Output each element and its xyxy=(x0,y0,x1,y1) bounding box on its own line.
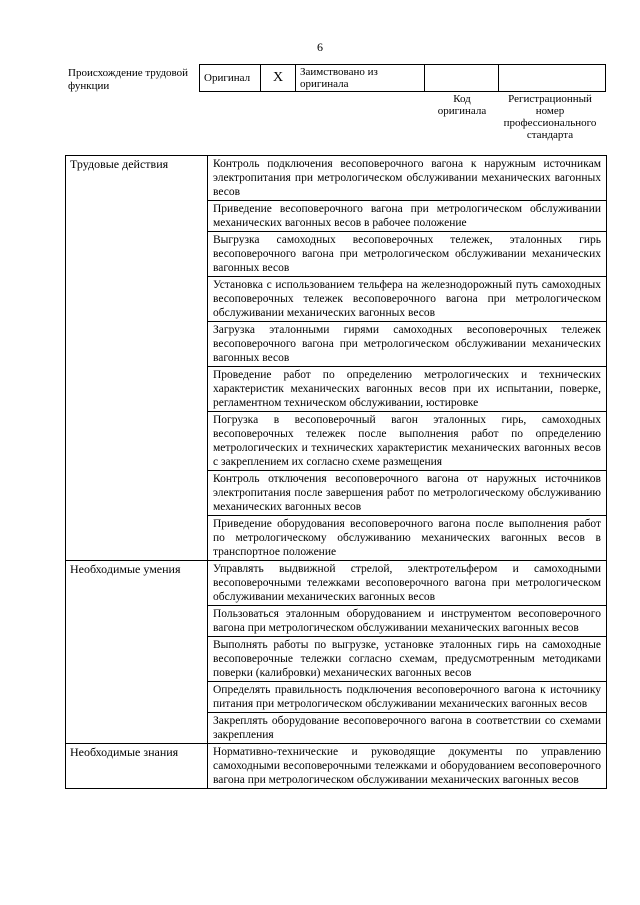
section-item: Приведение оборудования весоповерочного вагона после выполнения работ по метрологическому обслуживанию механических вагонных весов в транспортное положение xyxy=(208,516,607,561)
section-item: Выгрузка самоходных весоповерочных тележек, эталонных гирь весоповерочного вагона при метрологическом обслуживании механических вагонных весов xyxy=(208,232,607,277)
original-cell: Оригинал xyxy=(200,65,261,92)
page-number: 6 xyxy=(317,40,323,54)
section-title: Необходимые знания xyxy=(66,744,208,789)
original-mark: X xyxy=(261,65,296,92)
table-row xyxy=(66,744,607,789)
code-cell xyxy=(425,65,499,92)
borrowed-cell: Заимствовано из оригинала xyxy=(296,65,425,92)
code-caption: Код оригинала xyxy=(437,93,487,117)
table-row xyxy=(66,156,607,201)
reg-number-caption: Регистрационный номер профессионального стандарта xyxy=(503,93,597,141)
section-item: Загрузка эталонными гирями самоходных весоповерочных тележек весоповерочного вагона при метрологическом обслуживании механических вагонных весов xyxy=(208,322,607,367)
section-item: Нормативно-технические и руководящие документы по управлению самоходными весоповерочными тележками и оборудованием весоповерочного вагона при метрологическом обслуживании механических вагонных весов xyxy=(208,744,607,789)
section-item: Проведение работ по определению метрологических и технических характеристик механических вагонных весов при их испытании, поверке, регламентном техническом обслуживании, юстировке xyxy=(208,367,607,412)
section-title: Необходимые умения xyxy=(66,561,208,744)
function-table xyxy=(65,155,607,789)
section-item: Пользоваться эталонным оборудованием и инструментом весоповерочного вагона при метрологическом обслуживании механических вагонных весов xyxy=(208,606,607,637)
origin-row xyxy=(200,65,606,92)
section-item: Управлять выдвижной стрелой, электротельфером и самоходными весоповерочными тележками весоповерочного вагона при метрологическом обслуживании механических вагонных весов xyxy=(208,561,607,606)
section-item: Выполнять работы по выгрузке, установке эталонных гирь на самоходные весоповерочные тележки согласно схемам, предусмотренным методиками поверки (калибровки) механических вагонных весов xyxy=(208,637,607,682)
table-row xyxy=(66,561,607,606)
reg-number-cell xyxy=(499,65,606,92)
section-item: Закреплять оборудование весоповерочного вагона в соответствии со схемами закрепления xyxy=(208,713,607,744)
origin-table xyxy=(199,64,606,92)
section-item: Контроль отключения весоповерочного вагона от наружных источников электропитания после завершения работ по метрологическому обслуживанию механических вагонных весов xyxy=(208,471,607,516)
origin-label: Происхождение трудовой функции xyxy=(68,67,189,92)
section-item: Погрузка в весоповерочный вагон эталонных гирь, самоходных весоповерочных тележек после выполнения работ по определению метрологических и технических характеристик механических вагонных весов с закреплением их согласно схеме размещения xyxy=(208,412,607,471)
section-item: Контроль подключения весоповерочного вагона к наружным источникам электропитания при метрологическом обслуживании механических вагонных весов xyxy=(208,156,607,201)
section-item: Определять правильность подключения весоповерочного вагона к источнику питания при метрологическом обслуживании механических вагонных весов xyxy=(208,682,607,713)
section-item: Установка с использованием тельфера на железнодорожный путь самоходных весоповерочных тележек весоповерочного вагона при метрологическом обслуживании механических вагонных весов xyxy=(208,277,607,322)
section-title: Трудовые действия xyxy=(66,156,208,561)
section-item: Приведение весоповерочного вагона при метрологическом обслуживании механических вагонных весов в рабочее положение xyxy=(208,201,607,232)
